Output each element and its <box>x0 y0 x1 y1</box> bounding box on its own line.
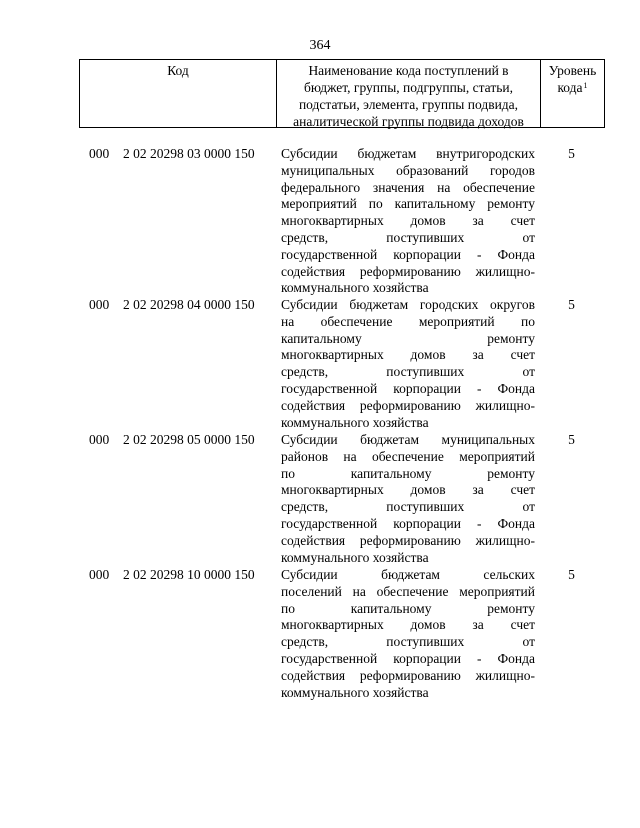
row-name-line: коммунального хозяйства <box>281 280 429 296</box>
row-name-line: капитальному ремонту <box>281 330 535 346</box>
row-name-line: содействия реформированию жилищно- <box>281 532 535 548</box>
row-name-line: многоквартирных домов за счет <box>281 213 535 229</box>
row-name-line: мероприятий по капитальному ремонту <box>281 196 535 212</box>
row-name-line: многоквартирных домов за счет <box>281 482 535 498</box>
row-name-line: Субсидии бюджетам муниципальных <box>281 432 535 447</box>
row-name-line: коммунального хозяйства <box>281 414 429 430</box>
row-level: 5 <box>568 146 575 161</box>
row-name-line: поселений на обеспечение мероприятий <box>281 583 535 599</box>
row-name-line: средств, поступивших от <box>281 229 535 245</box>
row-prefix: 000 <box>89 146 110 161</box>
row-name <box>281 297 535 431</box>
header-level-line: Уровень <box>548 63 597 78</box>
row-name-line: Субсидии бюджетам внутригородских <box>281 146 535 161</box>
header-code-label: Код <box>167 63 189 78</box>
row-name <box>281 146 535 297</box>
row-level: 5 <box>568 567 575 582</box>
row-code: 2 02 20298 03 0000 150 <box>123 146 255 161</box>
row-name <box>281 432 535 566</box>
row-code: 2 02 20298 10 0000 150 <box>123 567 255 582</box>
row-name-line: Субсидии бюджетам сельских <box>281 567 535 582</box>
row-name-line: многоквартирных домов за счет <box>281 617 535 633</box>
row-name-line: содействия реформированию жилищно- <box>281 667 535 683</box>
row-name-line: на обеспечение мероприятий по <box>281 313 535 329</box>
row-name-line: коммунального хозяйства <box>281 549 429 565</box>
table-header <box>79 59 605 128</box>
row-level: 5 <box>568 432 575 447</box>
header-level-line <box>541 79 604 96</box>
footnote-marker: 1 <box>583 81 588 90</box>
header-name-line: Наименование кода поступлений в <box>308 63 509 78</box>
row-name-line: муниципальных образований городов <box>281 162 535 178</box>
header-name-line: аналитической группы подвида доходов <box>293 114 524 129</box>
header-name-line: подстатьи, элемента, группы подвида, <box>298 97 519 112</box>
row-code: 2 02 20298 05 0000 150 <box>123 432 255 447</box>
row-name-line: районов на обеспечение мероприятий <box>281 448 535 464</box>
row-prefix: 000 <box>89 297 110 312</box>
row-name-line: средств, поступивших от <box>281 634 535 650</box>
page-number: 364 <box>309 38 331 53</box>
row-name-line: Субсидии бюджетам городских округов <box>281 297 535 312</box>
header-code-column <box>80 60 277 127</box>
row-name-line: коммунального хозяйства <box>281 684 429 700</box>
row-name-line: государственной корпорации - Фонда <box>281 515 535 531</box>
row-name-line: содействия реформированию жилищно- <box>281 263 535 279</box>
row-level: 5 <box>568 297 575 312</box>
header-name-column <box>277 60 541 127</box>
header-level-column <box>541 60 604 127</box>
header-level-label: кода <box>557 80 583 95</box>
row-name-line: многоквартирных домов за счет <box>281 347 535 363</box>
row-name-line: государственной корпорации - Фонда <box>281 650 535 666</box>
row-name-line: средств, поступивших от <box>281 499 535 515</box>
row-prefix: 000 <box>89 567 110 582</box>
row-name-line: по капитальному ремонту <box>281 600 535 616</box>
row-name-line: государственной корпорации - Фонда <box>281 380 535 396</box>
row-name <box>281 567 535 701</box>
row-code: 2 02 20298 04 0000 150 <box>123 297 255 312</box>
row-name-line: федерального значения на обеспечение <box>281 179 535 195</box>
row-name-line: государственной корпорации - Фонда <box>281 246 535 262</box>
row-name-line: по капитальному ремонту <box>281 465 535 481</box>
row-name-line: содействия реформированию жилищно- <box>281 397 535 413</box>
header-name-line: бюджет, группы, подгруппы, статьи, <box>304 80 513 95</box>
row-name-line: средств, поступивших от <box>281 364 535 380</box>
row-prefix: 000 <box>89 432 110 447</box>
